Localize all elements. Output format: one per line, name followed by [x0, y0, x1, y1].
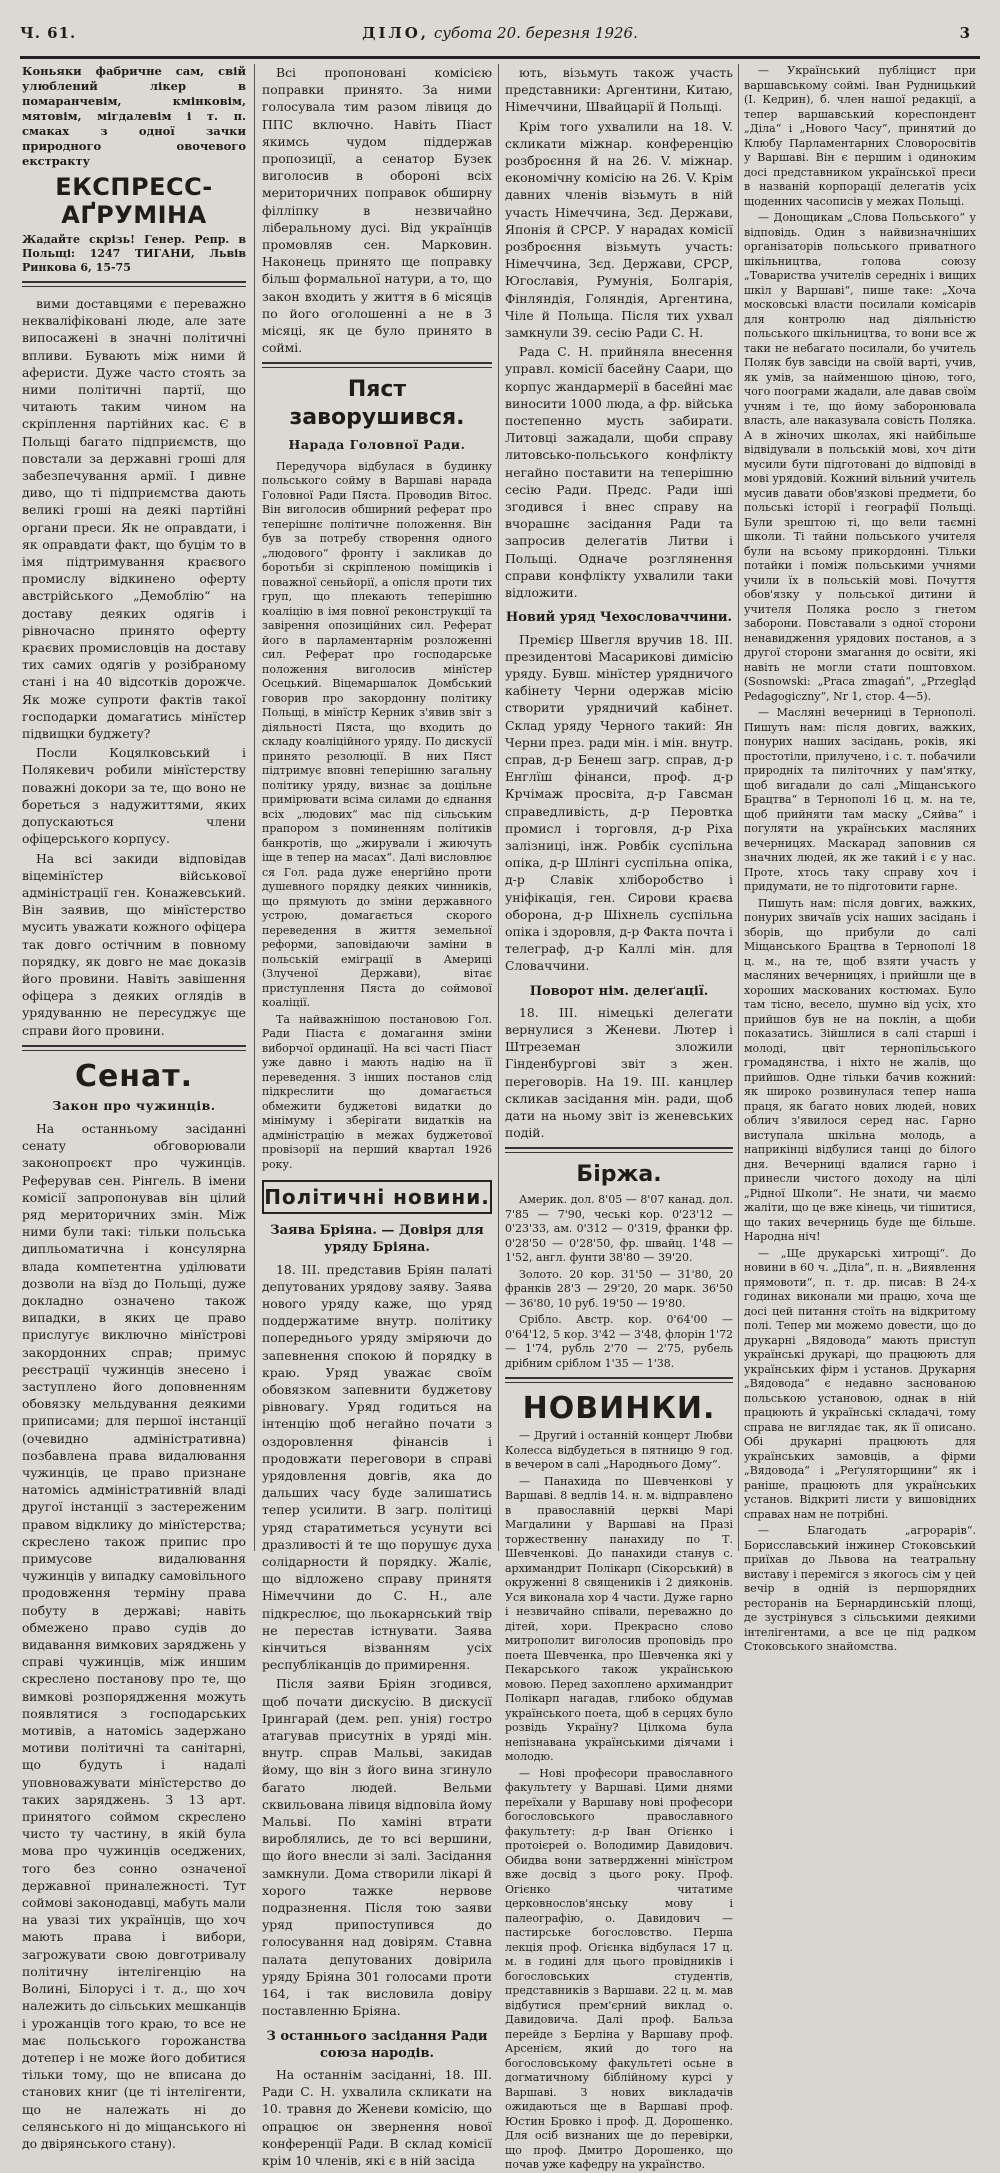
separator [22, 281, 246, 287]
paragraph: На всі закиди відповідав віцемінїстер військової адміністрації ген. Конажевський. Він заявив, що мінїстерство мусить уважати кожного офіцера так довго остічним в повному порядку, як довго не має доказів його провини. Навіть завішення офіцера з деяких оглядів в урядуванню не пересуджує ще справи його провини. [22, 850, 246, 1038]
paragraph: На останньому засіданні сенату обговорювали законопроєкт про чужинців. Реферував сен. Рінгель. В імени комісії запропонував він цілий ряд мериторичних змін. Між ними були такі: тільки польська дипльоматична і консулярна влада компетентна уділювати дозволи на вїзд до Польщі, дуже докладно означено також випадки, в яких це право прислугує виключно мінїстрові закордонних справ; примус реєстрації чужинців знесено і заступлено його доповненням обовязку мельдування деякими приписами; для першої інстанції (очевидно адміністративна) позбавлена права видалювання чужинців, це право признане натомісь адміністративній владі другої інстанції з застереженим правом відкликy до мінїстерства; скреслено також припис про примусове видалювання чужинців у випадку самовільного продовження терміну права побуту в державі; навіть обмежено право судів до видавання вимкових заряджень у справі чужинців, між иншим скреслено постанову про те, що вимкові розпорядження можуть появлятися з господарських мотивів, а натомісь задержано мотиви політичні та санітарні, що будуть і надалі уповноважувати мінїстерство до таких заряджень. З 13 арт. принятого соймом скреслено чисто ту частину, в якій була мова про чужинців оседжених, того без сонно означеної державної приналежності. Тут соймові законодавці, мабуть мали на увазі тих українців, що хоч мають права і вибори, загрожувати свою довготривалу політичну інтелігенцію на Волині, Білорусі і т. д., що хоч належить до сільських мешканців і урожанців того краю, то все не має польського горожанства дотепер і не може його добитися тільки тому, що не вписана до станових книг (це ті інтелігенти, що не належать ні до селянського ні до міщанського ні до двірянського стану). [22, 1120, 246, 2151]
paragraph: — Другий і останній концерт Любви Колесса відбудеться в пятницю 9 год. в вечером в салі „Народнього Дому“. [505, 1429, 733, 1472]
subheadline: Заява Бріяна. — Довіря для уряду Бріяна. [270, 1223, 484, 1256]
paragraph: — „Ще друкарські хитрощі“. До новини в 60 ч. „Діла“, п. н. „Виявлення прямовоти“, п. т. др. писав: В 24-х годинах виконали ми працю, хоча ще досі цей питання стоїть на відкритому полі. Тепер ми можемо довести, що до друкарні „Вядовода“ мають приступ українські друкарі, що працюють для українських фірм і установ. Друкарня „Вядовода“ є недавно заснованою польською установою, однак в ній працюють й українські складачі, тому справа не виглядає так, як її описано. Обі друкарні працюють для українських замовців, а фірми „Вядовода“ і „Реґуляторщини“ як і раніше, працюють для українських установ. Відкриті листи у вишовідних справах нам не потрібні. [744, 1246, 976, 1521]
paragraph: Крім того ухвалили на 18. V. скликати міжнар. конференцію розброєння й на 26. V. міжнар. економічну комісію на 26. V. Крім давних членів візьмуть в ній участь Німеччина, Зєд. Держави, Японія й СРСР. У нарадах комісії розброєння візьмуть участь: Німеччина, Зєд. Держави, СРСР, Югославія, Румунія, Болгарія, Фінляндія, Голяндія, Аргентина, Чіле й Польща. Після тих ухвал замкнули 39. сесію Ради С. Н. [505, 118, 733, 341]
paragraph: 18. III. німецькі делегати вернулися з Женеви. Лютер і Штреземан зложили Гінденбургові звіт з жен. переговорів. На 19. III. канцлер скликав засідання мін. ради, щоб дати на ньому звіт із женевських подій. [505, 1004, 733, 1141]
paragraph: Всі пропоновані комісією поправки принято. За ними голосувала тим разом лівиця до ППС включно. Навіть Піаст якимсь чудом піддержав пропозиції, а сенатор Бузек виголосив в обороні всіх мериторичних поправок обширну філліпку в незвичайно ліберальному дусі. Від українців промовляв сен. Марковин. Наконець принято ще поправку більш формальної натури, а то, що закон входить у життя в 6 місяців по його оголошенні а не в 3 місяці, як це було принято в соймі. [262, 65, 492, 356]
separator [505, 1377, 733, 1383]
paragraph: Пишуть нам: після довгих, важких, понурих звичаїв усіх наших засідань і зборів, що прибули до салі Міщанського Брацтва в Тернополі 18 ц. м., на те, щоб взяти участь у масляних вечерницях, і прийшли ще в хороших маскованих костюмах. Було там тісно, весело, шумно від усіх, хто прийшов був не на поклін, а щоби показатись. Зійшлися в салі старші і молоді, цвіт тернопільського громадянства, і ніхто не жалів, що прийшов. Одне тільки бачив кожний: як широко розвинулася тепер наша праця, як багато нових людей, нових облич з'явилося серед нас. Гарно виступала шкільна молодь, а наприкінці відбулися танці до білого дня. Вечерниці вдалися гарно і принесли чистого доходу на цілі „Рідної Школи“. Не знати, чи маємо жаліти, що це вже кінець, чи тішитися, що таких вечерниць буде ще більше. Народна ніч! [744, 896, 976, 1243]
separator [505, 1147, 733, 1153]
paragraph: ють, візьмуть також участь представники: Аргентини, Китаю, Німеччини, Швайцарії й Польщі. [505, 65, 733, 115]
column-4 [744, 64, 976, 1653]
paragraph: — Панахида по Шевченкові у Варшаві. 8 ведлів 14. н. м. відправлено в православній церкві Марі Магдалини у Варшаві на Празі торжественну панахиду по Т. Шевченкові. До панахиди станув с. архимандрит Полікарп (Сікорський) в окруженні 8 священиків і 2 дияконів. Уся виконала хор 4 части. Дуже гарно і незвичайно співали, переважно до дітей, хори. Прекрасно слово митрополит виголосив проповідь про поета Шевченка, про Шевченка які у Пекарського також українською мовою. Перед захоплено архимандрит Полікарп нагадав, глибоко обдумав українського поета, щоб в серцях було розвідь Україну? Цілкома була непізнавана українськими діячами і молодю. [505, 1474, 733, 1764]
page-number: 3 [959, 24, 970, 42]
paragraph: — Благодать „агрорарів“. Борисславський інжинер Стоковський приїхав до Львова на театральну виставу і перемігся з якогось сім у цей вечір в одній із першорядних ресторанів на Бернардинській площі, де зустрінувся з сільськими деякими інтелігентами, а все це під радком Стоковського знайомства. [744, 1524, 976, 1653]
column-2 [262, 64, 492, 2168]
paragraph: Та найважнішою постановою Гол. Ради Піаста є домагання зміни виборчої ординації. На всі часті Піаст уже давно і мають надію на її переведення. З інших постанов слід підкреслити що домагається обмежити буджетові видатки до мінімуму і зберігати видатків на адміністрацію в межах буджетової провізорії на перший квартал 1926 року. [262, 1012, 492, 1171]
paragraph: Америк. дол. 8'05 — 8'07 канад. дол. 7'85 — 7'90, чеські кор. 0'23'12 — 0'23'33, ам. 0'312 — 0'319, франки фр. 0'28'50 — 0'28'50, фр. швайц. 1'48 — 1'52, англ. фунти 38'80 — 39'20. [505, 1193, 733, 1265]
column-1 [22, 64, 246, 2151]
subheadline: Новий уряд Чехословаччини. [505, 610, 733, 626]
column-3 [505, 64, 733, 2172]
paragraph: — Нові професори православного факультету у Варшаві. Цими днями переїхали у Варшаву нові професори богословського православного факультету: д-р Іван Огієнко і протоієрей о. Володимир Давидович. Обидва вони затвердженні мінїстром вже досвід з цього року. Проф. Огієнко читатиме церковнослов'янську мову і палеографію, о. Давидович — пастирське богословство. Перша лекція проф. Огієнка відбулася 17 ц. м. в годині для цього провідників і богословських студентів, представників з Варшави. 22 ц. м. мав відбутися прем'єрний виклад о. Давидовича. Далі проф. Бальза перейде з Берліна у Варшаву проф. Арсенієм, який до того на богословському факультеті осьне в догматичному біблійному курсі у Варшаві. З нових викладачів ожидаються ще в Варшаві проф. Юстин Бровко і проф. Д. Дорошенко. Для осіб визнаних ще до перевірки, що проф. Дмитро Дорошенко, що почав уже кафедру на українство. [505, 1766, 733, 2172]
subheadline: Поворот нім. делеґації. [529, 983, 709, 999]
paragraph: Золото. 20 кор. 31'50 — 31'80, 20 франків 28'3 — 29'20, 20 марк. 36'50 — 36'80, 10 руб. 19'50 — 19'80. [505, 1267, 733, 1310]
headline-birzha[interactable]: Біржа. [576, 1162, 662, 1188]
headline-piast[interactable]: Пяст заворушився. [289, 377, 465, 431]
advertisement [22, 64, 246, 275]
ad-contact: Жадайте скрізь! Генер. Репр. в Польщі: 1247 ТИГАНИ, Львів Ринкова 6, 15-75 [22, 233, 246, 274]
issue-number: Ч. 61. [20, 24, 77, 42]
subheadline: Нарада Головної Ради. [288, 437, 466, 453]
headline-novynky[interactable]: НОВИНКИ. [522, 1391, 716, 1427]
paragraph: 18. III. представив Бріян палаті депутованих урядову заяву. Заява нового уряду каже, що уряд поддержатиме внутр. політику попереднього уряду зміряючи до запевнення спокою й порядку в краю. Уряд уважає своїм обовязком запевнити буджетову рівновагу. Уряд годиться на інтенцію щоб негайно почати з оздоровлення фінансів і продовжати переговори в справі урядовлення довгів, яка до дальших часу буде залишатись тепер усилити. В загр. політиці уряд старатиметься усунути всі дразливості й те що порушує духа солідарности й порядку. Жаліє, що відложено справу принятя Німеччини до С. Н., але підкреслює, що льокарнський твір не перестав істнувати. Заява кінчиться візванням усіх республіканців до примирення. [262, 1261, 492, 1673]
paragraph: — Масляні вечерниці в Тернополі. Пишуть нам: після довгих, важких, понурих наших засідань, років, які простотіли, прилучено, і с. т. побачили природніх та пиліточних у пам'ятку, щоб вигадали до салі „Міщанського Брацтва“ в Тернополі 16 ц. м. на те, щоб прийняти там маску „Сяйва“ і погуляти на українських масляних вечерницях. Маскарад заповнив ся значних людей, як же такий і є у нас. Проте, хтось таку справу хоч і придумати, не то підготовити гарне. [744, 706, 976, 893]
paragraph: На останнім засіданні, 18. III. Ради С. Н. ухвалила скликати на 10. травня до Женеви комісію, що опрацює он звернення нової конференції Ради. В склад комісії крім 10 членів, які є в ній засіда [262, 2066, 492, 2168]
subheadline: З останнього засідання Ради союза народів. [266, 2028, 488, 2061]
separator [262, 362, 492, 368]
column-rule [498, 64, 499, 1551]
ad-brand: ЕКСПРЕСС-АҐРУМІНА [55, 173, 213, 229]
paragraph: Рада С. Н. прийняла внесення управл. комісії басейну Саари, що корпус жандармерії в басейні має виносити 1000 люда, а фр. війська постепенно мусть забирати. Литовці зажадали, щоби справу литовсько-польського конфлікту негайно поставити на теперішню сесію Ради. Предс. Ради іші згодився і внес справу на вчорашнє засідання Ради та запросив делегатів Литви і Польщі. Одначе розглянення справи конфлікту ухвалили таки відложити. [505, 344, 733, 601]
masthead-title [20, 24, 980, 42]
ad-text: Коньяки фабричне сам, свій улюблений лікер в помаранчевім, кмінковім, мятовім, мігдалевім і т. п. смаках з одної зачки природного овочевого екстракту [22, 64, 246, 168]
masthead [20, 10, 980, 59]
issue-date: субота 20. березня 1926. [433, 24, 638, 42]
separator [22, 1045, 246, 1051]
paragraph: Премієр Швегля вручив 18. III. президентові Масарикові димісію уряду. Бувш. мінїстер урядничого кабінету Черни одержав місію створити урядничий кабінет. Склад уряду Черного такий: Ян Черни през. ради мін. і мін. внутр. справ, д-р Бенеш загр. справ, д-р Енглїш фінанси, проф. д-р Крчімаж просвіта, д-р Гавсман справедливість, д-р Перовтка промисл і торговля, д-р Ріха залізниці, інж. Ровбік суспільна опіка, д-р Шлінгі суспільна опіка, д-р Славік хліборобство і уніфікація, ген. Сирови краєва оборона, д-р Шіхнель суспільна опіка і здоровля, д-р Факта почта і телеграф, д-р Каллі мін. для Словаччини. [505, 631, 733, 974]
paragraph: вими доставцями є переважно некваліфіковані люде, але зате випосажені в значні політичні впливи. Бувають між ними й афериcти. Дуже часто стоять за ними політичні партії, що читають таким чином на скріплення партійних кас. Є в Польщі багато підприємств, що повстали за державні гроші для забезпечування армії. І дивне диво, що ті підприємства дають великі гроші на деякі партійні органи преси. Як не оправдати, і як оправдати факт, що буцім то в імя підтримування краєвого промислу відкинено оферту австрійського „Демоблію“ на доставу деяких одягів і рівночасно принято оферту краєвих промисловців на доставу тих самих одягів у розібраному стані і на 40 відсотків дорожче. Як може супроти фактів такої господарки домагатись мінїстер підвищки буджету? [22, 296, 246, 742]
headline-senat[interactable]: Сенат. [74, 1058, 194, 1094]
paragraph: — Донощикам „Слова Польського“ у відповідь. Один з найвизначніших організаторів польського приватного шкільництва, голова союзу „Товариства учителів середніх і вищих шкіл у Варшаві“, пише таке: „Хоча московські власти посилали комісарів для контролю над діяльністю польського шкільництва, то вони все ж таки не небагато посилали, бо учитель Поляк був завсіди на своїй варті, учив, як умів, за найменшою ціною, того, чого поограми жадали, але давав своїм учням і те, що йому заборонювала власть, але наказувала совість Поляка. А в жіночих школах, які найбільше відвідували в польській мові, хоч діти мусили бути підготовані до відповіді в мові урядовій. Кожний вільний учитель мусив давати обов'язкові предмети, бо польські історії і географії Польщі. Були зрештою ті, що вели таємні школи. Ті тайни польського учителя були на всьому прикордонні. Тільки потайки і поміж польськими учнями учили їх в польській мові. Почуття обов'язку у польської дитини й учителя Поляка росло з гнетом заборони. Повставали з одної сторони ненавидження урядових постанов, а з другої сторони змагання до освіти, які навіть не могли стати поштовхом. (Sosnowski: „Praca zmagań“, „Przegląd Pedagogiczny“, Nr 1, стор. 4—5). [744, 211, 976, 703]
headline-political-news[interactable]: Політичні новини. [262, 1180, 492, 1214]
column-rule [738, 64, 739, 1551]
subheadline: Закон про чужинців. [52, 1097, 216, 1113]
paragraph: Передучора відбулася в будинку польського сойму в Варшаві нарада Головної Ради Пяста. Проводив Вітос. Він виголосив обширний реферат про теперішнє політичне положення. Він був за потребу створення одного „людового“ фронту і закликав до боротьби зі скріпленою поміщиків і поважної сеньйорії, а опісля проти тих груп, що плекають теперішню коаліцію в імя повної реконструкції та завірення опозиційних сил. Реферат його в парламентарнім розложенні сил. Реферат про господарське положення виголосив мінїстер Осецький. Віцемаршалок Домбський говорив про закордонну політику Польщі, в мінїстр Керник з'явив звіт з діяльності Пяста, що входить до складу коаліційного уряду. По дискусії принято резолюції. В них Пяст підтримує вповні теперішню загальну політику уряду, визнає за доцільне примірювати всіма силами до єднання всіх „людових“ мас під сільським прапором з поминенням політиків банкротів, що „жирували і жиючуть іще в тепер на масах“. Далі висловлює ся Гол. рада дуже енергійно проти душевного порядку деяких чинників, що прямують до зміни державного устрою, домагається скорого переведення в життя земельної реформи, заповідаючи заміни в польській еміграції в Америці (Злученої Держави), вітає приступлення Пяста до соймової коаліції. [262, 459, 492, 1010]
paper-name: ДІЛО, [362, 24, 430, 42]
paragraph: Після заяви Бріян згодився, щоб почати дискусію. В дискусії Ірингарай (дем. реп. унія) гостро атагував присутніх в уряді мін. внутр. справ Мальві, закидав йому, що він з його вина згинуло багато людей. Вельми сквильована лівиця відповіла йому Мальві. По хаміні втрати вироблялись, де то всі вершини, що його внесли зі залі. Засідання замкнули. Дома створили лікарі й хорого тажке нервове подразнення. Після тою заяви уряд припоступився до голосування над довірям. Ставна палата депутованих довірила уряду Бріяна 301 голосами проти 164, і так висловила довіру поставленню Бріяна. [262, 1676, 492, 2019]
paragraph: — Український публіцист при варшавському соймі. Іван Рудницький (І. Кедрин), б. член нашої редакції, а тепер варшавський кореспондент „Діла“ і „Нового Часу“, принятий до Клюбу Парламентарних Словоросвітів у Варшаві. Він є першим і одиноким досі представником української преси в названій корпорації делегатів усіх щоденних часописів у межах Польщі. [744, 64, 976, 208]
paragraph: Срібло. Австр. кор. 0'64'00 — 0'64'12, 5 кор. 3'42 — 3'48, флорін 1'72 — 1'74, рубль 2'70 — 2'75, рубель дрібним сріблом 1'35 — 1'38. [505, 1313, 733, 1370]
column-rule [254, 64, 255, 1551]
paragraph: Посли Коцялковський і Полякевич робили мінїстерству поважні докори за те, що воно не бореться з надужиттями, яких допускаються члени офіцерського корпусу. [22, 745, 246, 847]
